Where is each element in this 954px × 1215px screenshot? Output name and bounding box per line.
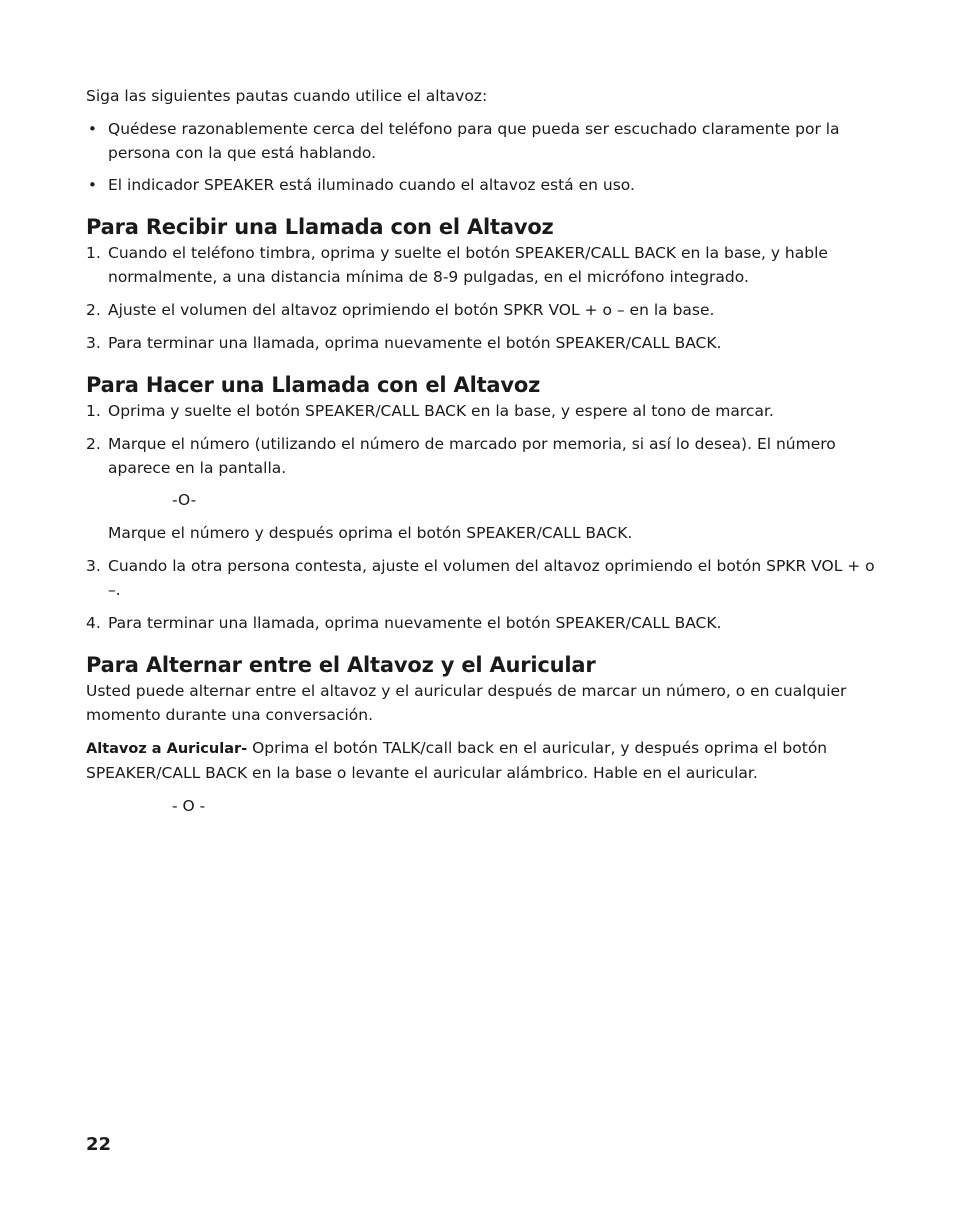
section-heading-switch-speaker: Para Alternar entre el Altavoz y el Auricular [86,653,596,677]
step-text: Cuando la otra persona contesta, ajuste el volumen del altavoz oprimiendo el botón SPKR VOL + o –. [108,557,875,599]
list-item [86,298,876,322]
step-number: 4. [86,614,101,632]
receive-call-steps [86,241,876,355]
list-item: • Quédese razonablemente cerca del teléfono para que pueda ser escuchado claramente por la persona con la que está hablando. [86,117,876,165]
list-item [86,399,876,423]
step-number: 2. [86,435,101,453]
list-item [86,432,876,545]
or-separator: -O- [172,491,197,509]
step-number: 3. [86,557,101,575]
speaker-to-handset-label: Altavoz a Auricular- [86,741,248,757]
page-number: 22 [86,1134,112,1155]
step-text: Para terminar una llamada, oprima nuevamente el botón SPEAKER/CALL BACK. [108,614,722,632]
step-text: Marque el número (utilizando el número de marcado por memoria, si así lo desea). El número aparece en la pantalla. [108,435,836,477]
step-text: Oprima y suelte el botón SPEAKER/CALL BACK en la base, y espere al tono de marcar. [108,402,774,420]
make-call-steps [86,399,876,635]
switch-intro-text: Usted puede alternar entre el altavoz y el auricular después de marcar un número, o en cualquier momento durante una conversación. [86,682,847,724]
manual-page [86,84,876,818]
speaker-to-handset-text [86,736,876,785]
step-text: Para terminar una llamada, oprima nuevamente el botón SPEAKER/CALL BACK. [108,334,722,352]
list-item: • El indicador SPEAKER está iluminado cuando el altavoz está en uso. [86,173,876,197]
step-alt-text: Marque el número y después oprima el botón SPEAKER/CALL BACK. [108,524,633,542]
or-separator: - O - [172,797,206,815]
step-text: Ajuste el volumen del altavoz oprimiendo el botón SPKR VOL + o – en la base. [108,301,715,319]
step-number: 3. [86,334,101,352]
step-number: 1. [86,244,101,262]
section-heading-make-call: Para Hacer una Llamada con el Altavoz [86,373,541,397]
guidelines-list [86,117,876,197]
section-heading-receive-call: Para Recibir una Llamada con el Altavoz [86,215,554,239]
speaker-to-handset-body: Oprima el botón TALK/call back en el auricular, y después oprima el botón SPEAKER/CALL BACK en la base o levante el auricular alámbrico. Hable en el auricular. [86,739,828,782]
intro-text: Siga las siguientes pautas cuando utilice el altavoz: [86,87,488,105]
step-number: 1. [86,402,101,420]
step-text: Cuando el teléfono timbra, oprima y suelte el botón SPEAKER/CALL BACK en la base, y hable normalmente, a una distancia mínima de 8-9 pulgadas, en el micrófono integrado. [108,244,828,286]
list-item [86,331,876,355]
list-item [86,241,876,289]
list-item [86,554,876,602]
step-number: 2. [86,301,101,319]
list-item [86,611,876,635]
